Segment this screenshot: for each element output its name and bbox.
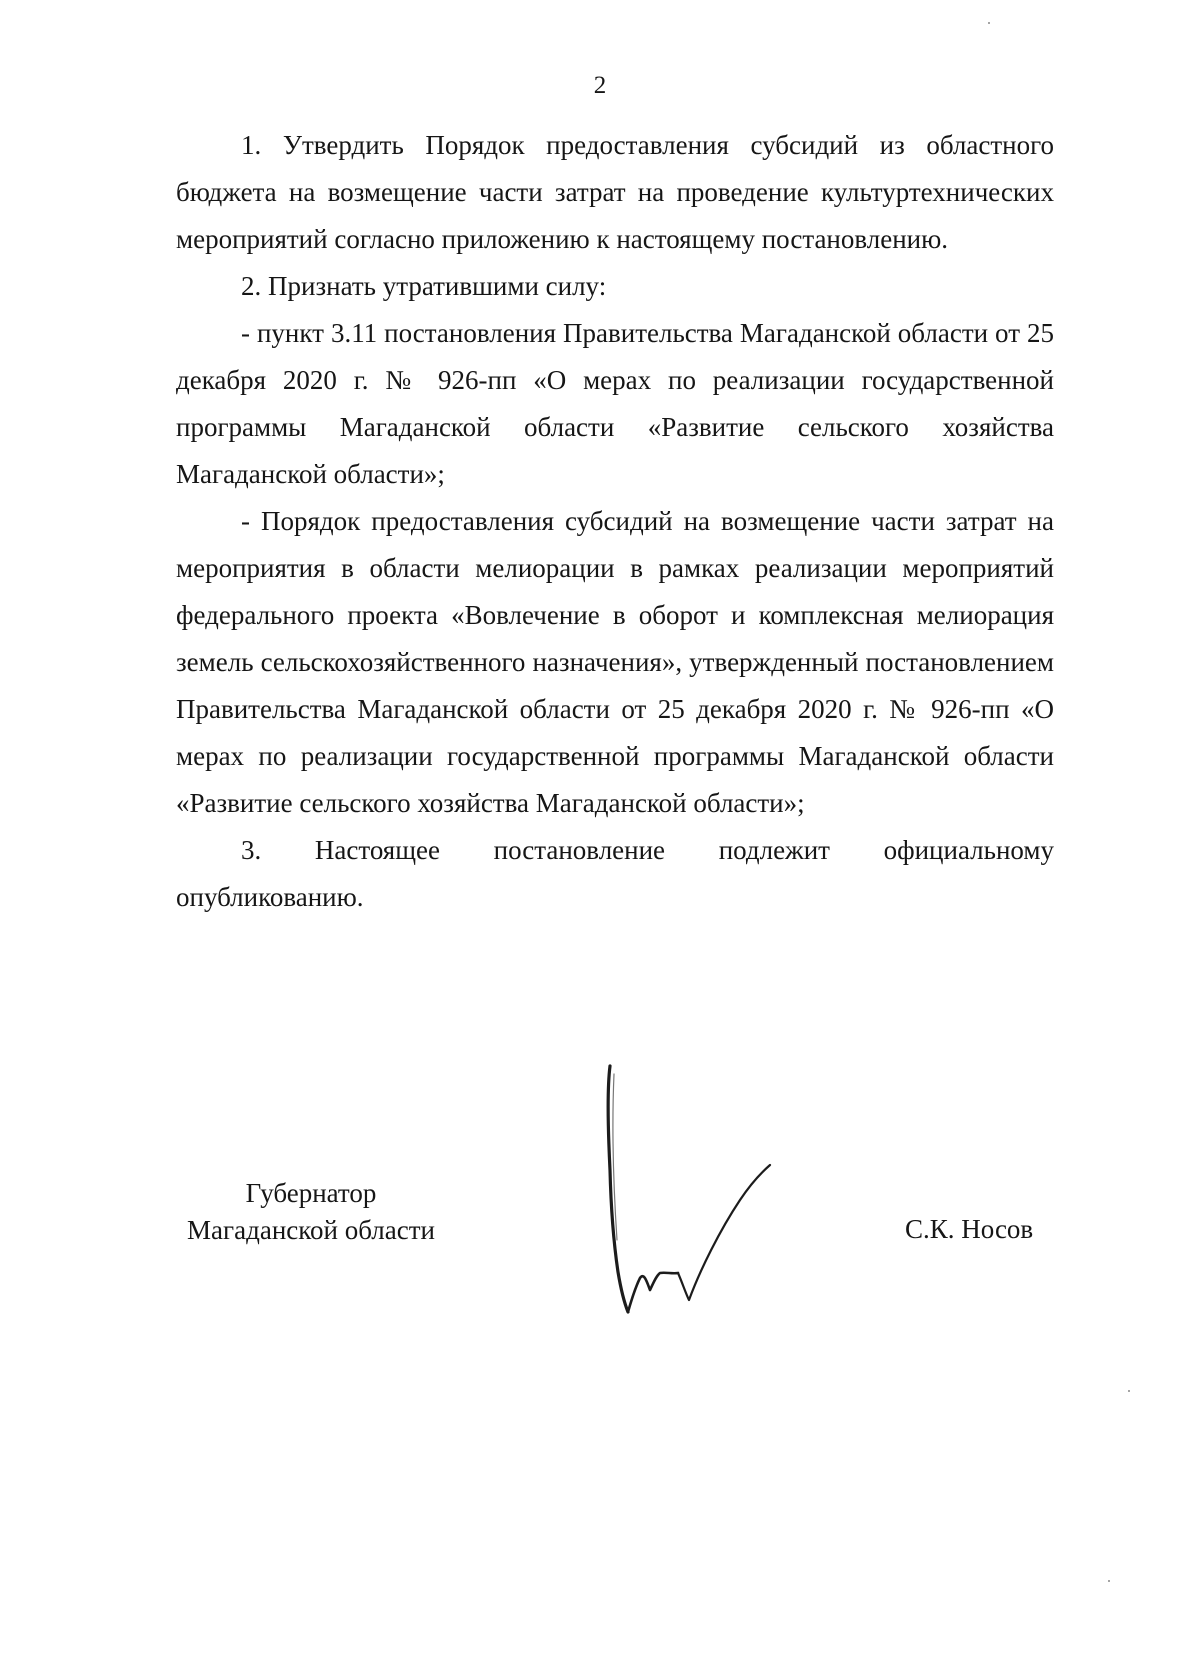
scan-speck	[1128, 1390, 1130, 1392]
scan-speck	[1108, 1580, 1110, 1582]
handwritten-signature	[590, 1060, 810, 1320]
paragraph-repeal-item-1: - пункт 3.11 постановления Правительства Магаданской области от 25 декабря 2020 г. № 926-пп «О мерах по реализации государственной программы Магаданской области «Развитие сельского хозяйства Магаданской области»;	[176, 318, 1054, 489]
paragraph-repeal-heading: 2. Признать утратившими силу:	[241, 271, 607, 301]
paragraph-publication: 3. Настоящее постановление подлежит официальному опубликованию.	[176, 835, 1054, 912]
signatory-name: С.К. Носов	[905, 1214, 1034, 1244]
paragraph-repeal-item-2: - Порядок предоставления субсидий на возмещение части затрат на мероприятия в области мелиорации в рамках реализации мероприятий федерального проекта «Вовлечение в оборот и комплексная мелиорация земель сельскохозяйственного назначения», утвержденный постановлением Правительства Магаданской области от 25 декабря 2020 г. № 926-пп «О мерах по реализации государственной программы Магаданской области «Развитие сельского хозяйства Магаданской области»;	[176, 506, 1054, 818]
signatory-position-line-1: Губернатор	[245, 1178, 377, 1208]
scan-speck	[988, 22, 990, 24]
page-number: 2	[593, 72, 607, 99]
paragraph-approve-procedure: 1. Утвердить Порядок предоставления субсидий из областного бюджета на возмещение части затрат на проведение культуртехнических мероприятий согласно приложению к настоящему постановлению.	[176, 130, 1054, 254]
signatory-position-line-2: Магаданской области	[187, 1215, 435, 1245]
signatory-position	[175, 1175, 447, 1249]
